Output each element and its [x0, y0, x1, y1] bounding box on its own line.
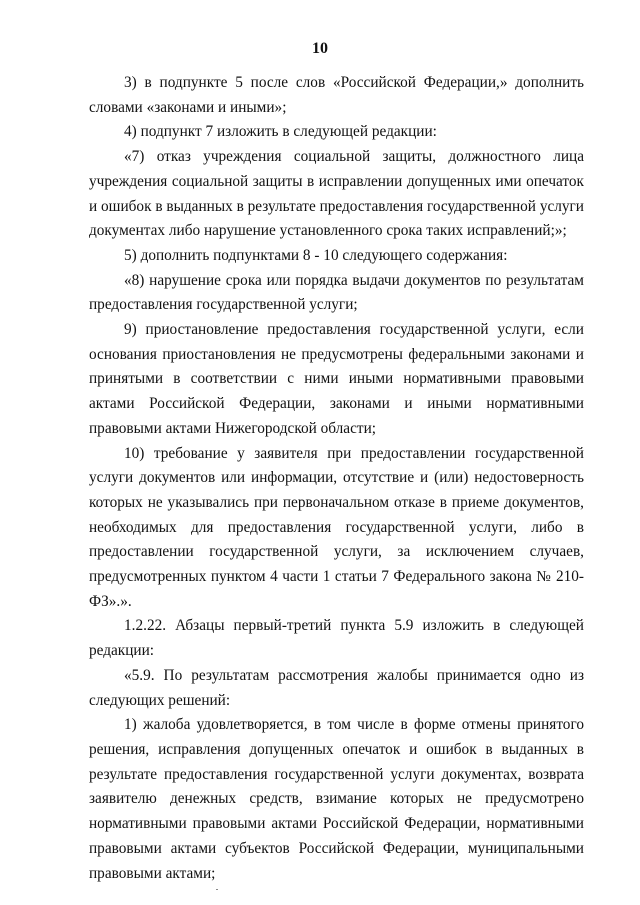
paragraph-decision-1: 1) жалоба удовлетворяется, в том числе в форме отмены принятого решения, исправления допущенных опечаток и ошибок в выданных в результате предоставления государственной услуги документах, возврата заявителю денежных средств, взимание которых не предусмотрено нормативными правовыми актами Российской Федерации, нормативными правовыми актами субъектов Российской Федерации, муниципальными правовыми актами; — [89, 716, 584, 882]
page-number: 10 — [312, 40, 328, 57]
paragraph-item-7: «7) отказ учреждения социальной защиты, должностного лица учреждения социальной защиты в исправлении допущенных ими опечаток и ошибок в выданных в результате предоставления государственной услуги документах либо нарушение установленного срока таких исправлений;»; — [89, 148, 584, 240]
paragraph-subpoint-3: 3) в подпункте 5 после слов «Российской Федерации,» дополнить словами «законами и иными»; — [89, 74, 584, 116]
paragraph-item-9: 9) приостановление предоставления государственной услуги, если основания приостановления не предусмотрены федеральными законами и принятыми в соответствии с ними иными нормативными правовыми актами Российской Федерации, законами и иными нормативными правовыми актами Нижегородской области; — [89, 321, 584, 437]
document-body — [89, 71, 584, 886]
paragraph-1-2-22: 1.2.22. Абзацы первый-третий пункта 5.9 изложить в следующей редакции: — [89, 617, 584, 660]
paragraph-subpoint-5: 5) дополнить подпунктами 8 - 10 следующего содержания: — [124, 246, 508, 264]
paragraph-5-9: «5.9. По результатам рассмотрения жалобы принимается одно из следующих решений: — [89, 666, 584, 709]
paragraph-subpoint-4: 4) подпункт 7 изложить в следующей редакции: — [124, 123, 437, 141]
scan-artifact-dot — [216, 889, 218, 890]
paragraph-item-10: 10) требование у заявителя при предоставлении государственной услуги документов или информации, отсутствие и (или) недостоверность которых не указывались при первоначальном отказе в приеме документов, необходимых для предоставления государственной услуги, либо в предоставлении государственной услуги, за исключением случаев, предусмотренных пунктом 4 части 1 статьи 7 Федерального закона № 210-ФЗ».». — [89, 444, 584, 610]
paragraph-item-8: «8) нарушение срока или порядка выдачи документов по результатам предоставления государственной услуги; — [89, 271, 584, 314]
